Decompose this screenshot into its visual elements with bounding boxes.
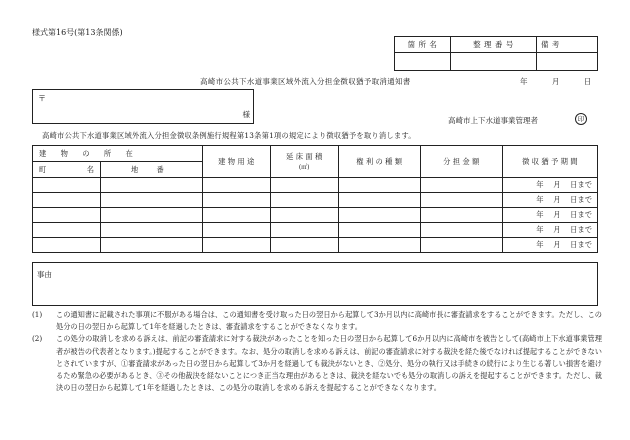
- cell-period[interactable]: 年 月 日まで: [502, 238, 597, 253]
- cell-period[interactable]: 年 月 日まで: [502, 193, 597, 208]
- header-floor-area-unit: (㎡): [298, 164, 310, 171]
- cell-use[interactable]: [202, 208, 270, 223]
- cell-right[interactable]: [338, 193, 420, 208]
- header-town-name-label: [35, 165, 98, 175]
- issue-date: [520, 76, 591, 87]
- cell-town[interactable]: [33, 223, 101, 238]
- cell-use[interactable]: [202, 193, 270, 208]
- header-lot-number-text: 地 番: [130, 164, 172, 174]
- header-building-location-label: [35, 149, 200, 159]
- cell-amount[interactable]: [420, 193, 502, 208]
- cell-period[interactable]: 年 月 日まで: [502, 223, 597, 238]
- issue-date-year: 年: [520, 77, 528, 86]
- notes-section: [32, 309, 602, 394]
- header-deferral-period-text: 徴 収 猶 予 期 間: [522, 156, 578, 166]
- cell-right[interactable]: [338, 223, 420, 238]
- cell-lot[interactable]: [101, 223, 203, 238]
- cell-town[interactable]: [33, 208, 101, 223]
- cell-lot[interactable]: [101, 238, 203, 253]
- table-row: [33, 238, 598, 253]
- reason-box[interactable]: [32, 262, 598, 306]
- note-number: (2): [32, 334, 43, 344]
- table-row: [33, 193, 598, 208]
- note-item: [32, 309, 602, 333]
- cell-period[interactable]: 年 月 日まで: [502, 208, 597, 223]
- table-row: [33, 178, 598, 193]
- cell-right[interactable]: [338, 208, 420, 223]
- cell-period[interactable]: 年 月 日まで: [502, 178, 597, 193]
- header-town-text: 町: [39, 164, 47, 174]
- cell-town[interactable]: [33, 238, 101, 253]
- header-lot-number: [101, 162, 203, 178]
- cell-area[interactable]: [270, 223, 338, 238]
- cell-amount[interactable]: [420, 208, 502, 223]
- header-building-use-text: 建 物 用 途: [218, 156, 255, 166]
- header-name-text: 名: [86, 164, 94, 174]
- cell-area[interactable]: [270, 208, 338, 223]
- note-text: この処分の取消しを求める訴えは、前記の審査請求に対する裁決があったことを知った日の翌日から起算して6か月以内に高崎市を被告として(高崎市上下水道事業管理者が被告の代表者となります。)提起することができます。なお、処分の取消しを求める訴えは、前記の審査請求に対する裁決を経た後でなければ提起することができないとされていますが、①審査請求があった日の翌日から起算して3か月を経過しても裁決がないとき、②処分、処分の執行又は手続きの続行により生じる著しい損害を避けるため緊急の必要があるとき、③その他裁決を経ないことにつき正当な理由があるときは、裁決を経ないでも処分の取消しの訴えを提起することができます。ただし、裁決の日の翌日から起算して1年を経過したときは、この処分の取消しを求める訴えを提起することができなくなります。: [56, 334, 602, 393]
- code-value-reference-number[interactable]: [451, 53, 537, 71]
- header-floor-area-text: 延 床 面 積: [286, 152, 323, 161]
- recipient-address-box[interactable]: [32, 89, 254, 124]
- postal-mark: 〒: [38, 94, 46, 103]
- issuer-name: 高崎市上下水道事業管理者: [448, 116, 538, 125]
- note-number: (1): [32, 310, 43, 319]
- header-building-location-text: 建 物 の 所 在: [39, 148, 139, 158]
- document-title: 高崎市公共下水道事業区域外流入分担金徴収猶予取消通知書: [200, 77, 411, 86]
- form-number: 様式第16号(第13条関係): [32, 28, 123, 37]
- cell-lot[interactable]: [101, 178, 203, 193]
- header-town-name: [33, 162, 101, 178]
- header-contribution-amount-text: 分 担 金 額: [443, 156, 480, 166]
- deferral-table: [32, 145, 598, 253]
- note-text: この通知書に記載された事項に不服がある場合は、この通知書を受け取った日の翌日から起算して3か月以内に高崎市長に審査請求をすることができます。ただし、この処分の日の翌日から起算して1年を経過したときは、審査請求をすることができなくなります。: [56, 310, 602, 332]
- issue-date-day: 日: [583, 77, 592, 86]
- cell-amount[interactable]: [420, 178, 502, 193]
- header-contribution-amount: [420, 146, 502, 178]
- table-row: [33, 223, 598, 238]
- office-code-table: [394, 36, 598, 71]
- cell-lot[interactable]: [101, 208, 203, 223]
- official-seal: 印: [575, 113, 587, 125]
- code-value-location[interactable]: [395, 53, 451, 71]
- note-item: [32, 333, 602, 394]
- cell-use[interactable]: [202, 178, 270, 193]
- cell-right[interactable]: [338, 178, 420, 193]
- cell-area[interactable]: [270, 178, 338, 193]
- cell-right[interactable]: [338, 238, 420, 253]
- header-building-location: [33, 146, 203, 162]
- cell-town[interactable]: [33, 178, 101, 193]
- code-header-reference-number: 整 理 番 号: [451, 37, 537, 53]
- cell-amount[interactable]: [420, 238, 502, 253]
- code-header-location: 箇 所 名: [395, 37, 451, 53]
- table-row: [33, 208, 598, 223]
- code-value-remarks[interactable]: [537, 53, 598, 71]
- header-floor-area: [270, 146, 338, 178]
- header-right-type: [338, 146, 420, 178]
- reason-label: 事由: [37, 270, 52, 279]
- header-deferral-period: [502, 146, 597, 178]
- notice-text: 高崎市公共下水道事業区域外流入分担金徴収条例施行規程第13条第1項の規定により徴収猶予を取り消します。: [42, 131, 416, 140]
- cell-use[interactable]: [202, 223, 270, 238]
- cell-area[interactable]: [270, 193, 338, 208]
- code-header-remarks: [537, 37, 598, 53]
- cell-use[interactable]: [202, 238, 270, 253]
- header-building-use: [202, 146, 270, 178]
- code-header-remarks-label: 備 考: [541, 40, 560, 49]
- cell-amount[interactable]: [420, 223, 502, 238]
- cell-town[interactable]: [33, 193, 101, 208]
- header-right-type-text: 権 利 の 種 類: [356, 156, 403, 166]
- recipient-honorific: 様: [242, 110, 250, 119]
- cell-area[interactable]: [270, 238, 338, 253]
- cell-lot[interactable]: [101, 193, 203, 208]
- issue-date-month: 月: [551, 77, 560, 86]
